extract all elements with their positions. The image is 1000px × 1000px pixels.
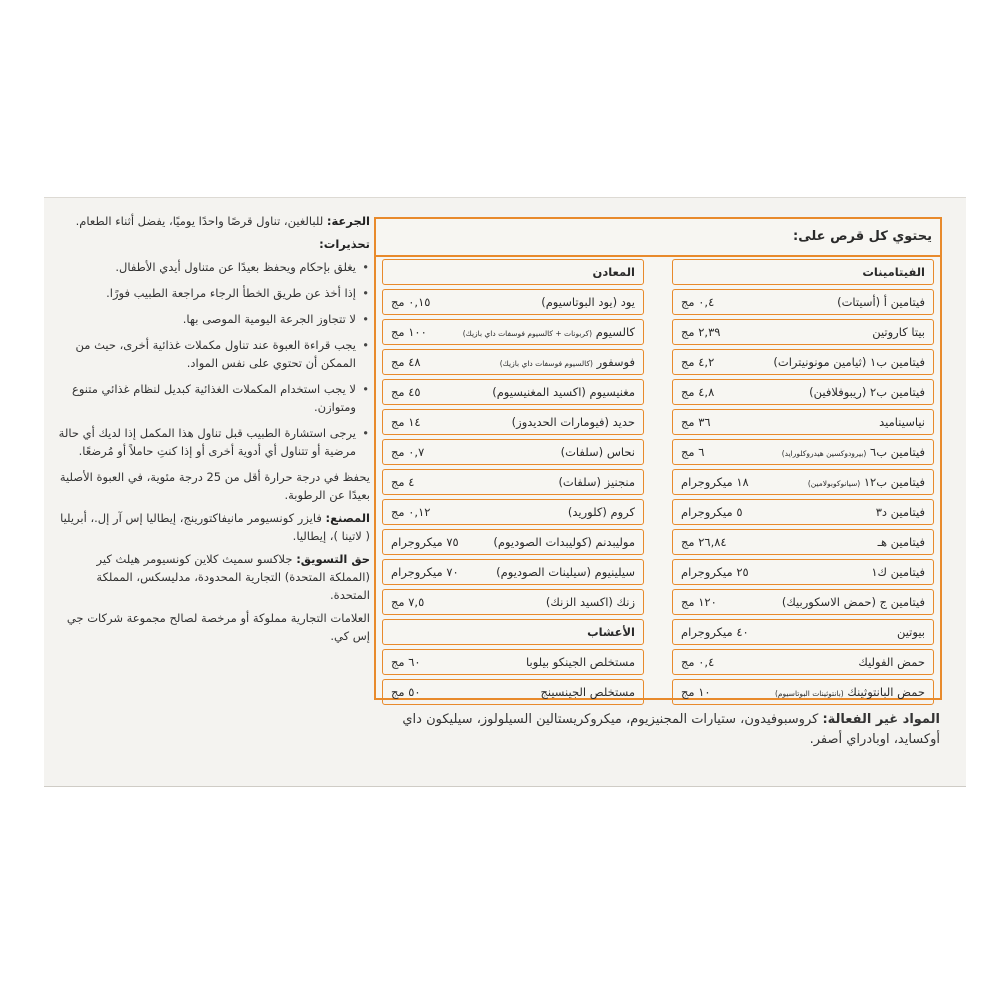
ingredient-amount: ٤,٨ مج [681,385,715,399]
ingredient-amount: ٧,٥ مج [391,595,425,609]
ingredient-amount: ١٠ مج [681,685,711,699]
marketing-paragraph [58,550,370,604]
vitamin-row [672,589,934,615]
ingredient-name: موليبدنم (كوليبدات الصوديوم) [493,535,635,549]
ingredient-amount: ٤,٢ مج [681,355,715,369]
mineral-row [382,559,644,585]
ingredient-amount: ٤٨ مج [391,355,421,369]
ingredient-amount: ٠,٤ مج [681,295,715,309]
warning-item: • يجب قراءة العبوة عند تناول مكملات غذائية أخرى، حيث من الممكن أن تحتوي على نفس المواد. [58,336,356,372]
ingredient-amount: ٦ مج [681,445,705,459]
ingredient-name: فيتامين د٣ [875,505,925,519]
marketing-label: حق التسويق: [296,552,370,566]
vitamins-column [672,259,934,709]
mineral-row [382,379,644,405]
ingredient-name: مستخلص الجينسينج [540,685,635,699]
ingredient-amount: ٥ ميكروجرام [681,505,743,519]
ingredient-amount: ٥٠ مج [391,685,421,699]
ingredient-amount: ٤ مج [391,475,415,489]
mineral-row [382,319,644,345]
usage-info-column [58,212,370,650]
ingredient-name: فيتامين ب٢ (ريبوفلافين) [809,385,925,399]
vitamin-row [672,499,934,525]
ingredient-amount: ٠,١٥ مج [391,295,431,309]
mineral-row [382,349,644,375]
herb-row [382,649,644,675]
ingredient-amount: ٤٠ ميكروجرام [681,625,749,639]
ingredient-note: (سيانوكوبولامين) [807,479,861,488]
vitamin-row [672,319,934,345]
ingredient-amount: ١٨ ميكروجرام [681,475,749,489]
ingredient-name: منجنيز (سلفات) [558,475,635,489]
ingredient-name: فيتامين ب٦ (بيرودوكسين هيدروكلورايد) [781,445,925,459]
inactive-label: المواد غير الفعالة: [822,712,940,727]
warning-item: • لا تتجاوز الجرعة اليومية الموصى بها. [58,310,356,328]
vitamin-row [672,439,934,465]
ingredient-name: فيتامين أ (أسيتات) [837,295,925,309]
vitamin-row [672,619,934,645]
ingredient-name: حديد (فيومارات الحديدوز) [511,415,635,429]
warnings-list [58,258,370,460]
ingredient-amount: ٠,٧ مج [391,445,425,459]
marketing-text: جلاكسو سميث كلاين كونسيومر هيلث كير (المملكة المتحدة) التجارية المحدودة، مدليسكس، المملكة المتحدة. [96,552,370,602]
ingredient-amount: ٣٦ مج [681,415,711,429]
ingredient-amount: ٧٠ ميكروجرام [391,565,459,579]
ingredient-amount: ٢٥ ميكروجرام [681,565,749,579]
minerals-header: المعادن [382,259,644,285]
composition-intro: يحتوي كل قرص على: [376,219,940,257]
ingredient-amount: ١٢٠ مج [681,595,717,609]
ingredient-name: كالسيوم (كربونات + كالسيوم فوسفات داي بازيك) [462,325,635,339]
vitamin-row [672,649,934,675]
vitamin-row [672,559,934,585]
ingredient-name: حمض البانتوثينك (بانتوثينات البوتاسيوم) [774,685,925,699]
ingredient-amount: ٠,١٢ مج [391,505,431,519]
ingredient-note: (بيرودوكسين هيدروكلورايد) [781,449,867,458]
herb-row [382,679,644,705]
ingredient-note: (كربونات + كالسيوم فوسفات داي بازيك) [462,329,593,338]
mineral-row [382,439,644,465]
ingredient-note: (كالسيوم فوسفات داي بازيك) [499,359,593,368]
ingredient-name: نياسيناميد [879,415,925,429]
dose-paragraph [58,212,370,230]
ingredient-amount: ١٠٠ مج [391,325,427,339]
herbs-header: الأعشاب [382,619,644,645]
vitamins-header: الفيتامينات [672,259,934,285]
ingredient-note: (بانتوثينات البوتاسيوم) [774,689,844,698]
inactive-ingredients [380,710,940,750]
trademark-text: العلامات التجارية مملوكة أو مرخصة لصالح مجموعة شركات جي إس كي. [66,611,370,643]
ingredient-name: مستخلص الجينكو بيلوبا [526,655,635,669]
mineral-row [382,289,644,315]
mineral-row [382,589,644,615]
composition-table [374,217,942,700]
mineral-row [382,409,644,435]
warning-item: • يرجى استشارة الطبيب قبل تناول هذا المكمل إذا لديك أي حالة مرضية أو تتناول أي أدوية أخرى أو إذا كنتِ حاملاً أو مُرضعًا. [58,424,356,460]
warning-item: • يغلق بإحكام ويحفظ بعيدًا عن متناول أيدي الأطفال. [58,258,356,276]
warning-item: • إذا أخذ عن طريق الخطأ الرجاء مراجعة الطبيب فورًا. [58,284,356,302]
mineral-row [382,469,644,495]
ingredient-amount: ٧٥ ميكروجرام [391,535,459,549]
vitamin-row [672,379,934,405]
dose-text: للبالغين، تناول قرصًا واحدًا يوميًا، يفضل أثناء الطعام. [75,214,324,228]
vitamin-row [672,469,934,495]
ingredient-name: مغنيسيوم (اكسيد المغنيسيوم) [492,385,635,399]
inactive-text: كروسبوفيدون، ستيارات المجنيزيوم، ميكروكريستالين السيلولوز، سيليكون داي أوكسايد، اوبادراي أصفر. [402,712,940,747]
storage-text: يحفظ في درجة حرارة أقل من 25 درجة مئوية، في العبوة الأصلية بعيدًا عن الرطوبة. [59,470,370,502]
ingredient-name: فيتامين ب١٢ (سيانوكوبولامين) [807,475,925,489]
manufacturer-paragraph [58,509,370,545]
vitamin-row [672,679,934,705]
ingredient-name: نحاس (سلفات) [560,445,635,459]
ingredient-amount: ٤٥ مج [391,385,421,399]
ingredient-amount: ٢٦,٨٤ مج [681,535,727,549]
vitamin-row [672,409,934,435]
ingredient-name: كروم (كلوريد) [567,505,635,519]
dose-label: الجرعة: [326,214,370,228]
ingredient-name: سيلينيوم (سيلينات الصوديوم) [496,565,635,579]
warnings-title: تحذيرات: [319,237,370,251]
minerals-herbs-column [382,259,644,709]
mineral-row [382,529,644,555]
warning-item: • لا يجب استخدام المكملات الغذائية كبديل لنظام غذائي متنوع ومتوازن. [58,380,356,416]
ingredient-name: بيتا كاروتين [872,325,925,339]
ingredient-name: فيتامين ج (حمض الاسكوربيك) [781,595,925,609]
ingredient-amount: ١٤ مج [391,415,421,429]
vitamin-row [672,529,934,555]
ingredient-amount: ٦٠ مج [391,655,421,669]
ingredient-name: زنك (اكسيد الزنك) [545,595,635,609]
mineral-row [382,499,644,525]
ingredient-name: حمض الفوليك [858,655,925,669]
ingredient-name: فيتامين ك١ [871,565,925,579]
ingredient-amount: ٢,٣٩ مج [681,325,721,339]
ingredient-name: فوسفور (كالسيوم فوسفات داي بازيك) [499,355,635,369]
ingredient-name: فيتامين هـ [877,535,925,549]
vitamin-row [672,349,934,375]
manufacturer-text: فايزر كونسيومر مانيفاكتورينج، إيطاليا إس آر إل.، أبريليا ( لاتينا )، إيطاليا. [60,511,370,543]
ingredient-name: فيتامين ب١ (ثيامين مونونيترات) [773,355,925,369]
manufacturer-label: المصنع: [325,511,370,525]
ingredient-amount: ٠,٤ مج [681,655,715,669]
vitamin-row [672,289,934,315]
ingredient-name: يود (يود البوتاسيوم) [541,295,635,309]
ingredient-name: بيوتين [896,625,925,639]
